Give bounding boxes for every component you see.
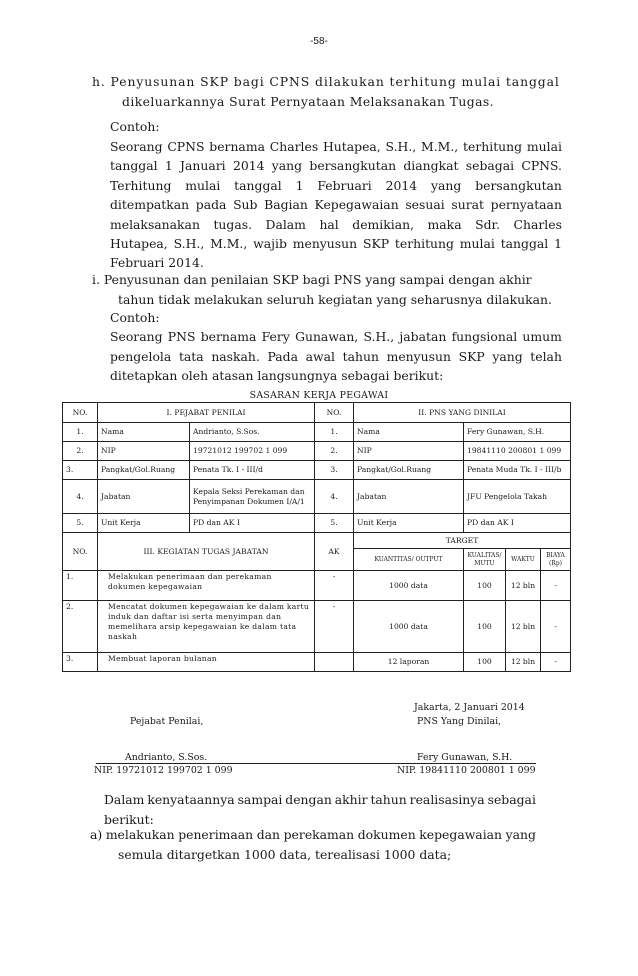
identity-no: 1. (63, 423, 98, 442)
identity-value: PD dan AK I (190, 514, 315, 533)
task-row (63, 653, 571, 672)
identity-row (63, 461, 571, 480)
identity-no-2: 2. (315, 442, 354, 461)
task-kegiatan: Membuat laporan bulanan (98, 653, 315, 672)
task-no: 3. (63, 653, 98, 672)
task-header-target: TARGET (354, 533, 571, 549)
identity-no-2: 3. (315, 461, 354, 480)
bottom-paragraph-line-1: Dalam kenyataannya sampai dengan akhir tahun realisasinya sebagai (104, 792, 536, 807)
section-h-example-line-3: Terhitung mulai tanggal 1 Februari 2014 yang bersangkutan (110, 177, 562, 193)
task-header-biaya: BIAYA (Rp) (541, 549, 571, 571)
task-ak: - (315, 601, 354, 653)
identity-label: Pangkat/Gol.Ruang (98, 461, 190, 480)
section-i-line-2: tahun tidak melakukan seluruh kegiatan yang seharusnya dilakukan. (118, 291, 552, 307)
task-row (63, 571, 571, 601)
identity-label-2: Nama (354, 423, 464, 442)
task-kualitas: 100 (464, 653, 506, 672)
table-title: SASARAN KERJA PEGAWAI (249, 390, 389, 401)
identity-value: Andrianto, S.Sos. (190, 423, 315, 442)
identity-no: 2. (63, 442, 98, 461)
identity-no: 4. (63, 480, 98, 514)
identity-label-2: NIP (354, 442, 464, 461)
task-biaya: - (541, 601, 571, 653)
identity-row (63, 480, 571, 514)
section-h-example-line-2: tanggal 1 Januari 2014 yang bersangkutan diangkat sebagai CPNS. (110, 158, 562, 174)
signature-divider (96, 763, 536, 764)
identity-value: Penata Tk. I - III/d (190, 461, 315, 480)
section-h-example-line-7: Februari 2014. (110, 255, 204, 271)
task-kuantitas: 12 laporan (354, 653, 464, 672)
section-h-contoh-label: Contoh: (110, 119, 160, 134)
identity-label: Jabatan (98, 480, 190, 514)
identity-label: Nama (98, 423, 190, 442)
identity-label: Unit Kerja (98, 514, 190, 533)
identity-value: 19721012 199702 1 099 (190, 442, 315, 461)
identity-label-2: Jabatan (354, 480, 464, 514)
skp-table (62, 402, 571, 672)
task-kuantitas: 1000 data (354, 571, 464, 601)
identity-label-2: Unit Kerja (354, 514, 464, 533)
task-ak (315, 653, 354, 672)
bottom-paragraph (104, 790, 536, 829)
bottom-paragraph-line-2: berikut: (104, 811, 154, 827)
section-h-heading (92, 72, 562, 111)
section-i-contoh-label: Contoh: (110, 310, 160, 325)
bottom-item-a (90, 825, 536, 864)
signature-left-nip: NIP. 19721012 199702 1 099 (94, 765, 233, 776)
signature-place-date: Jakarta, 2 Januari 2014 (414, 702, 525, 713)
identity-value-2: JFU Pengelola Takah (464, 480, 571, 514)
header-no: NO. (63, 403, 98, 423)
identity-label-2: Pangkat/Gol.Ruang (354, 461, 464, 480)
task-header-kegiatan: III. KEGIATAN TUGAS JABATAN (98, 533, 315, 571)
task-kualitas: 100 (464, 571, 506, 601)
header-no-2: NO. (315, 403, 354, 423)
task-row (63, 601, 571, 653)
page-number: -58- (310, 36, 328, 47)
table-header-row (63, 403, 571, 423)
bottom-item-a-line-2: semula ditargetkan 1000 data, terealisasi 1000 data; (118, 846, 452, 862)
identity-no: 3. (63, 461, 98, 480)
section-i-heading (92, 270, 562, 309)
task-kuantitas: 1000 data (354, 601, 464, 653)
section-i-example-line-2: pengelola tata naskah. Pada awal tahun menyusun SKP yang telah (110, 348, 562, 364)
header-pejabat-penilai: I. PEJABAT PENILAI (98, 403, 315, 423)
section-h-example-line-1: Seorang CPNS bernama Charles Hutapea, S.H., M.M., terhitung mulai (110, 139, 562, 154)
section-i-example (110, 327, 562, 386)
identity-value-2: Fery Gunawan, S.H. (464, 423, 571, 442)
section-h-example-line-5: melaksanakan tugas. Dalam hal demikian, maka Sdr. Charles (110, 216, 562, 232)
task-waktu: 12 bln (506, 601, 541, 653)
section-h-line-2: dikeluarkannya Surat Pernyataan Melaksanakan Tugas. (122, 93, 495, 109)
identity-label: NIP (98, 442, 190, 461)
identity-row (63, 442, 571, 461)
identity-row (63, 514, 571, 533)
task-biaya: - (541, 571, 571, 601)
task-header-no: NO. (63, 533, 98, 571)
task-no: 2. (63, 601, 98, 653)
signature-left-name: Andrianto, S.Sos. (125, 752, 208, 763)
identity-value-2: Penata Muda Tk. I - III/b (464, 461, 571, 480)
task-waktu: 12 bln (506, 571, 541, 601)
bottom-item-a-line-1: a) melakukan penerimaan dan perekaman dokumen kepegawaian yang (90, 827, 536, 842)
signature-right-name: Fery Gunawan, S.H. (417, 752, 513, 763)
identity-value-2: PD dan AK I (464, 514, 571, 533)
identity-no-2: 4. (315, 480, 354, 514)
identity-no: 5. (63, 514, 98, 533)
task-header-waktu: WAKTU (506, 549, 541, 571)
task-ak: - (315, 571, 354, 601)
task-header-row (63, 533, 571, 549)
signature-right-nip: NIP. 19841110 200801 1 099 (397, 765, 536, 776)
section-i-line-1: i. Penyusunan dan penilaian SKP bagi PNS yang sampai dengan akhir (92, 272, 532, 287)
identity-no-2: 1. (315, 423, 354, 442)
task-header-kualitas: KUALITAS/ MUTU (464, 549, 506, 571)
signature-left-role: Pejabat Penilai, (130, 716, 204, 727)
header-pns-dinilai: II. PNS YANG DINILAI (354, 403, 571, 423)
identity-no-2: 5. (315, 514, 354, 533)
section-h-example (110, 137, 562, 273)
section-i-example-line-1: Seorang PNS bernama Fery Gunawan, S.H., jabatan fungsional umum (110, 329, 562, 344)
signature-right-role: PNS Yang Dinilai, (417, 716, 502, 727)
task-header-ak: AK (315, 533, 354, 571)
task-waktu: 12 bln (506, 653, 541, 672)
task-kegiatan: Mencatat dokumen kepegawaian ke dalam kartu induk dan daftar isi serta menyimpan dan memelihara arsip kepegawaian ke dalam tata naskah (98, 601, 315, 653)
section-h-example-line-6: Hutapea, S.H., M.M., wajib menyusun SKP terhitung mulai tanggal 1 (110, 235, 562, 251)
section-h-example-line-4: ditempatkan pada Sub Bagian Kepegawaian sesuai surat pernyataan (110, 197, 562, 213)
task-header-kuantitas: KUANTITAS/ OUTPUT (354, 549, 464, 571)
identity-value-2: 19841110 200801 1 099 (464, 442, 571, 461)
task-biaya: - (541, 653, 571, 672)
identity-value: Kepala Seksi Perekaman dan Penyimpanan Dokumen I/A/1 (190, 480, 315, 514)
task-kualitas: 100 (464, 601, 506, 653)
section-i-example-line-3: ditetapkan oleh atasan langsungnya sebagai berikut: (110, 368, 444, 383)
section-h-line-1: h. Penyusunan SKP bagi CPNS dilakukan terhitung mulai tanggal (92, 74, 560, 89)
task-no: 1. (63, 571, 98, 601)
task-kegiatan: Melakukan penerimaan dan perekaman dokumen kepegawaian (98, 571, 315, 601)
identity-row (63, 423, 571, 442)
